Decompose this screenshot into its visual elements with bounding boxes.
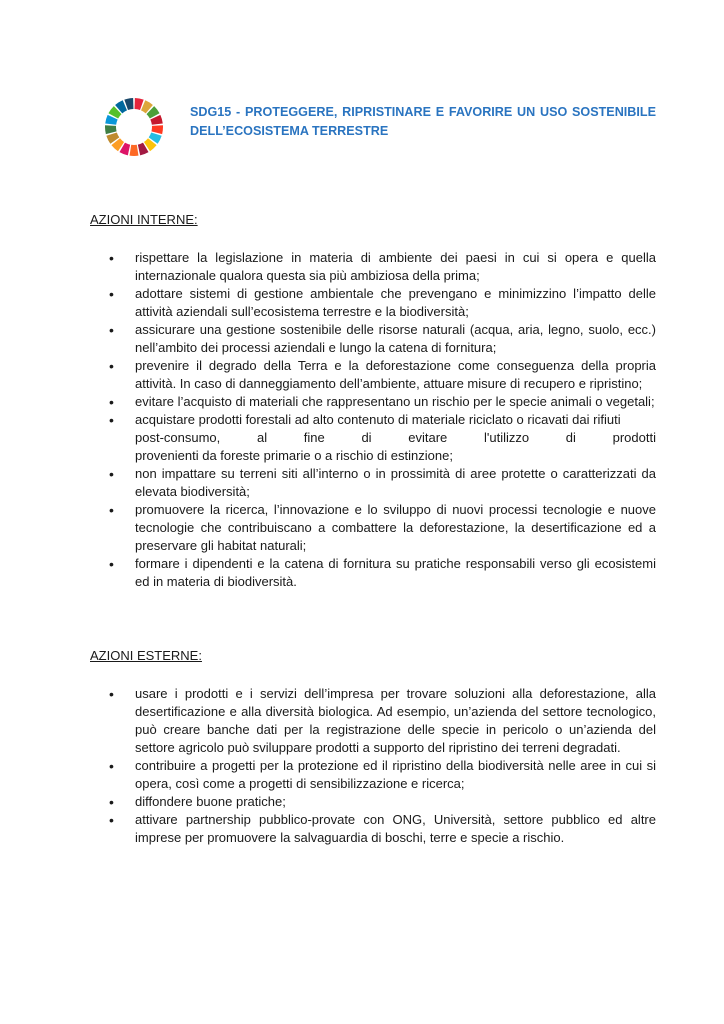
- sdg-wheel-icon: [104, 97, 164, 157]
- list-item: • promuovere la ricerca, l’innovazione e lo sviluppo di nuovi processi tecnologie e nuove tecnologie che contribuiscano a combattere la deforestazione, la desertificazione ed a preservare gli habitat naturali;: [108, 501, 656, 555]
- external-actions-list: [108, 685, 656, 847]
- list-item: • non impattare su terreni siti all’interno o in prossimità di aree protette o caratterizzati da elevata biodiversità;: [108, 465, 656, 501]
- list-item: • usare i prodotti e i servizi dell’impresa per trovare soluzioni alla deforestazione, alla desertificazione e alla diversità biologica. Ad esempio, un’azienda del settore tecnologico, può creare banche dati per la registrazione delle specie in pericolo o un’azienda del settore agricolo può sviluppare prodotti a supporto del ripristino dei terreni degradati.: [108, 685, 656, 757]
- page-title: SDG15 - PROTEGGERE, RIPRISTINARE E FAVORIRE UN USO SOSTENIBILE DELL’ECOSISTEMA TERRESTRE: [190, 105, 656, 138]
- list-item: • attivare partnership pubblico-provate con ONG, Università, settore pubblico ed altre imprese per promuovere la salvaguardia di boschi, terre e specie a rischio.: [108, 811, 656, 847]
- list-item: • prevenire il degrado della Terra e la deforestazione come conseguenza della propria attività. In caso di danneggiamento dell’ambiente, attuare misure di recupero e ripristino;: [108, 357, 656, 393]
- list-item: • contribuire a progetti per la protezione ed il ripristino della biodiversità nelle aree in cui si opera, così come a progetti di sensibilizzazione e ricerca;: [108, 757, 656, 793]
- list-item: • evitare l’acquisto di materiali che rappresentano un rischio per le specie animali o vegetali;: [108, 393, 656, 411]
- sdg-wheel-segment: [130, 145, 139, 156]
- list-item-line: post-consumo, al fine di evitare l'utilizzo di prodotti: [135, 430, 656, 445]
- list-item-line: provenienti da foreste primarie o a rischio di estinzione;: [135, 448, 453, 463]
- list-item-line: acquistare prodotti forestali ad alto contenuto di materiale riciclato o ricavati dai rifiuti: [135, 412, 621, 427]
- sdg-wheel-segment: [151, 125, 163, 134]
- list-item: • adottare sistemi di gestione ambientale che prevengano e minimizzino l’impatto delle attività aziendali sull’ecosistema terrestre e la biodiversità;: [108, 285, 656, 321]
- list-item: • assicurare una gestione sostenibile delle risorse naturali (acqua, aria, legno, suolo, ecc.) nell’ambito dei processi aziendali e lungo la catena di fornitura;: [108, 321, 656, 357]
- list-item: • rispettare la legislazione in materia di ambiente dei paesi in cui si opera e quella internazionale qualora questa sia più ambiziosa della prima;: [108, 249, 656, 285]
- sdg-wheel-segment: [105, 125, 117, 134]
- list-item: [108, 411, 656, 465]
- section-heading-external: AZIONI ESTERNE:: [90, 648, 202, 663]
- list-item: • diffondere buone pratiche;: [108, 793, 656, 811]
- internal-actions-list: [108, 249, 656, 591]
- section-heading-internal: AZIONI INTERNE:: [90, 212, 198, 227]
- list-item: • formare i dipendenti e la catena di fornitura su pratiche responsabili verso gli ecosistemi ed in materia di biodiversità.: [108, 555, 656, 591]
